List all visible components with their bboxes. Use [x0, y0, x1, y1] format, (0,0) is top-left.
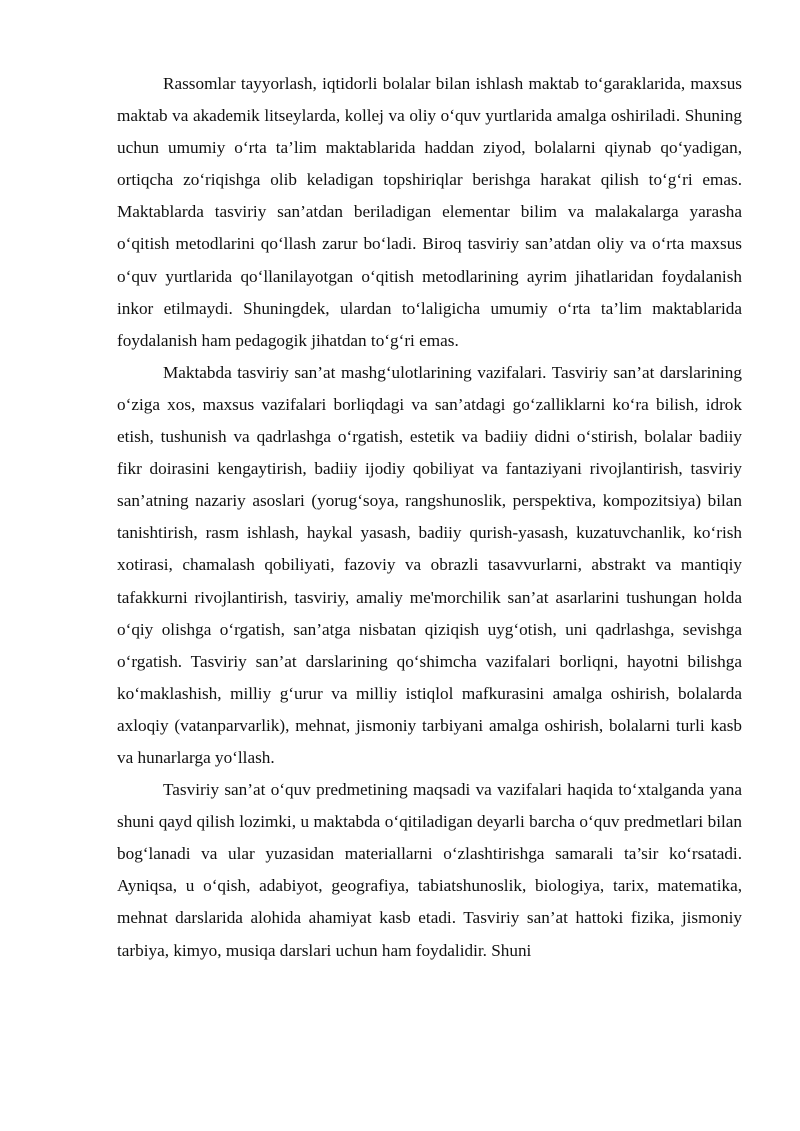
- paragraph-2: Maktabda tasviriy san’at mashg‘ulotlarining vazifalari. Tasviriy san’at darslarining o‘ziga xos, maxsus vazifalari borliqdagi va san’atdagi go‘zalliklarni ko‘ra bilish, idrok etish, tushunish va qadrlashga o‘rgatish, estetik va badiiy didni o‘stirish, bolalar badiiy fikr doirasini kengaytirish, badiiy ijodiy qobiliyat va fantaziyani rivojlantirish, tasviriy san’atning nazariy asoslari (yorug‘soya, rangshunoslik, perspektiva, kompozitsiya) bilan tanishtirish, rasm ishlash, haykal yasash, badiiy qurish-yasash, kuzatuvchanlik, ko‘rish xotirasi, chamalash qobiliyati, fazoviy va obrazli tasavvurlarni, abstrakt va mantiqiy tafakkurni rivojlantirish, tasviriy, amaliy me'morchilik san’at asarlarini tushungan holda o‘qiy olishga o‘rgatish, san’atga nisbatan qiziqish uyg‘otish, uni qadrlashga, sevishga o‘rgatish. Tasviriy san’at darslarining qo‘shimcha vazifalari borliqni, hayotni bilishga ko‘maklashish, milliy g‘urur va milliy istiqlol mafkurasini amalga oshirish, bolalarda axloqiy (vatanparvarlik), mehnat, jismoniy tarbiyani amalga oshirish, bolalarni turli kasb va hunarlarga yo‘llash.: [117, 362, 742, 767]
- document-body: [117, 68, 742, 967]
- paragraph-1: Rassomlar tayyorlash, iqtidorli bolalar bilan ishlash maktab to‘garaklarida, maxsus maktab va akademik litseylarda, kollej va oliy o‘quv yurtlarida amalga oshiriladi. Shuning uchun umumiy o‘rta ta’lim maktablarida haddan ziyod, bolalarni qiynab qo‘yadigan, ortiqcha zo‘riqishga olib keladigan topshiriqlar berishga harakat qilish to‘g‘ri emas. Maktablarda tasviriy san’atdan beriladigan elementar bilim va malakalarga yarasha o‘qitish metodlarini qo‘llash zarur bo‘ladi. Biroq tasviriy san’atdan oliy va o‘rta maxsus o‘quv yurtlarida qo‘llanilayotgan o‘qitish metodlarining ayrim jihatlaridan foydalanish inkor etilmaydi. Shuningdek, ulardan to‘laligicha umumiy o‘rta ta’lim maktablarida foydalanish ham pedagogik jihatdan to‘g‘ri emas.: [117, 74, 742, 350]
- paragraph-3: Tasviriy san’at o‘quv predmetining maqsadi va vazifalari haqida to‘xtalganda yana shuni qayd qilish lozimki, u maktabda o‘qitiladigan deyarli barcha o‘quv predmetlari bilan bog‘lanadi va ular yuzasidan materiallarni o‘zlashtirishga samarali ta’sir ko‘rsatadi. Ayniqsa, u o‘qish, adabiyot, geografiya, tabiatshunoslik, biologiya, tarix, matematika, mehnat darslarida alohida ahamiyat kasb etadi. Tasviriy san’at hattoki fizika, jismoniy tarbiya, kimyo, musiqa darslari uchun ham foydalidir. Shuni: [117, 780, 742, 960]
